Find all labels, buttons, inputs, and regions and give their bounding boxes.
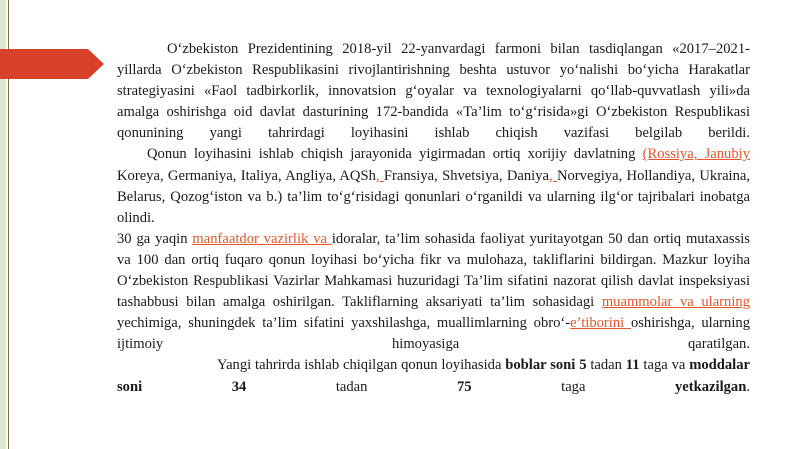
- p4-bold-1: boblar soni 5: [505, 357, 587, 374]
- p4-bold-2: 11: [625, 357, 640, 374]
- p3-link-3[interactable]: e’tiborini: [570, 315, 631, 332]
- paragraph-1: [117, 39, 750, 144]
- p2-text-3: Fransiya, Shvetsiya, Daniya: [383, 167, 549, 184]
- p4-text-5: taga: [471, 378, 675, 395]
- p2-text-1: Qonun loyihasini ishlab chiqish jarayonida yigirmadan ortiq xorijiy davlatning: [147, 146, 643, 163]
- p4-text-2: tadan: [586, 357, 626, 374]
- p3-text-4: oshirishga, ularning ijtimoiy himoyasiga qaratilgan.: [117, 315, 750, 353]
- p4-bold-3: moddalar soni 34: [117, 357, 751, 395]
- paragraph-2: [117, 144, 750, 228]
- p3-link-2[interactable]: muammolar va ularning: [601, 294, 750, 311]
- p4-text-1: Yangi tahrirda ishlab chiqilgan qonun loyihasida: [217, 357, 506, 374]
- paragraph-1-text: O‘zbekiston Prezidentining 2018-yil 22-yanvardagi farmoni bilan tasdiqlangan «2017–2021-yillarda O‘zbekiston Respublikasini rivojlantirishning beshta ustuvor yo‘nalishi bo‘yicha Harakatlar strategiyasini «Faol tadbirkorlik, innovatsion g‘oyalar va texnologiyalarni qo‘llab-quvvatlash yili»da amalga oshirishga oid davlat dasturining 172-bandida «Ta’lim to‘g‘risida»gi O‘zbekiston Respublikasi qonunining yangi tahrirdagi loyihasini ishlab chiqish vazifasi belgilab berildi.: [117, 41, 750, 142]
- paragraph-4: [117, 355, 750, 397]
- p3-link-1[interactable]: manfaatdor vazirlik va: [192, 230, 332, 247]
- p4-text-3: taga va: [639, 357, 690, 374]
- p2-link-2[interactable]: ,: [375, 167, 384, 184]
- document-body: [117, 39, 750, 398]
- p3-text-3: yechimiga, shuningdek ta’lim sifatini yaxshilashga, muallimlarning obro‘-: [117, 315, 571, 332]
- p2-link-1[interactable]: (Rossiya, Janubiy: [642, 146, 750, 163]
- p3-text-2: idoralar, ta’lim sohasida faoliyat yuritayotgan 50 dan ortiq mutaxassis va 100 dan ortiq fuqaro qonun loyihasi bo‘yicha fikr va mulohaza, takliflarini bildirgan. Mazkur loyiha O‘zbekiston Respublikasi Vazirlar Mahkamasi huzuridagi Ta’lim sifatini nazorat qilish davlat inspeksiyasi tashabbusi bilan amalga oshirilgan. Takliflarning aksariyati ta’lim sohasidagi: [117, 230, 750, 311]
- p2-text-2: Koreya, Germaniya, Italiya, Angliya, AQSh: [117, 167, 376, 184]
- p4-text-6: .: [746, 378, 751, 395]
- p4-bold-5: yetkazilgan: [675, 378, 747, 395]
- paragraph-3: [117, 229, 750, 356]
- p4-text-4: tadan: [246, 378, 457, 395]
- p2-link-3[interactable]: ,: [548, 167, 557, 184]
- p3-text-1: 30 ga yaqin: [117, 230, 193, 247]
- p2-text-4: Norvegiya, Hollandiya, Ukraina, Belarus, Qozog‘iston va b.) ta’lim to‘g‘risidagi qonunlari o‘rganildi va ularning ilg‘or tajribalari inobatga olindi.: [117, 167, 751, 226]
- p4-bold-4: 75: [457, 378, 472, 395]
